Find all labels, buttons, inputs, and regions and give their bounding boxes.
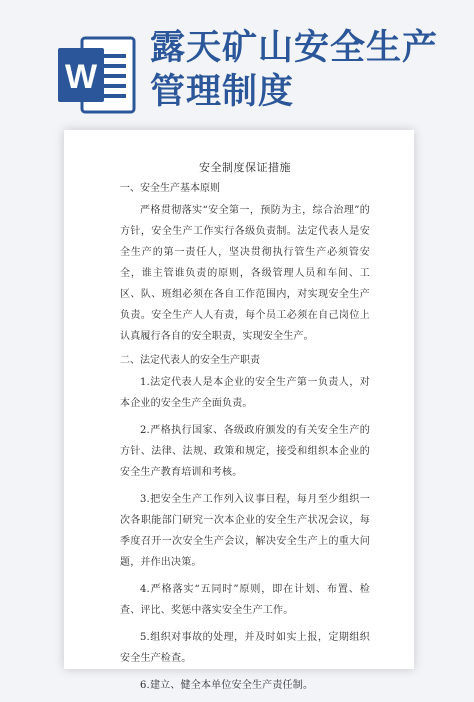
paragraph: 3.把安全生产工作列入议事日程，每月至少组织一次各职能部门研究一次本企业的安全生产状况会议，每季度召开一次安全生产会议，解决安全生产上的重大问题，并作出决策。 bbox=[120, 494, 370, 568]
paragraph: 严格贯彻落实“安全第一，预防为主，综合治理”的方针，安全生产工作实行各级负责制。法定代表人是安全生产的第一责任人，坚决贯彻执行管生产必须管安全，谁主管谁负责的原则，各级管理人员和车间、工区、队、班组必须在各自工作范围内，对实现安全生产负责。安全生产人人有责，每个员工必须在自己岗位上认真履行各自的安全职责，实现安全生产。 bbox=[120, 205, 370, 342]
word-icon-letter: W bbox=[64, 58, 98, 96]
paragraph: 4.严格落实“五同时”原则，即在计划、布置、检查、评比、奖惩中落实安全生产工作。 bbox=[120, 584, 370, 616]
paragraph: 2.严格执行国家、各级政府颁发的有关安全生产的方针、法律、法规、政策和规定，接受和组织本企业的安全生产教育培训和考核。 bbox=[120, 425, 370, 478]
document-page bbox=[64, 130, 414, 691]
banner-title: 露天矿山安全生产管理制度 bbox=[150, 28, 439, 112]
document-title: 安全制度保证措施 bbox=[199, 161, 291, 174]
document-body bbox=[120, 160, 370, 702]
section-heading: 一、安全生产基本原则 bbox=[120, 183, 220, 194]
paragraph: 5.组织对事故的处理，并及时如实上报，定期组织安全生产检查。 bbox=[120, 632, 370, 664]
paragraph: 1.法定代表人是本企业的安全生产第一负责人，对本企业的安全生产全面负责。 bbox=[120, 377, 370, 409]
banner bbox=[0, 0, 474, 140]
section-heading: 二、法定代表人的安全生产职责 bbox=[120, 355, 260, 366]
paragraph: 6.建立、健全本单位安全生产责任制。 bbox=[140, 680, 314, 691]
word-document-icon bbox=[58, 36, 136, 114]
